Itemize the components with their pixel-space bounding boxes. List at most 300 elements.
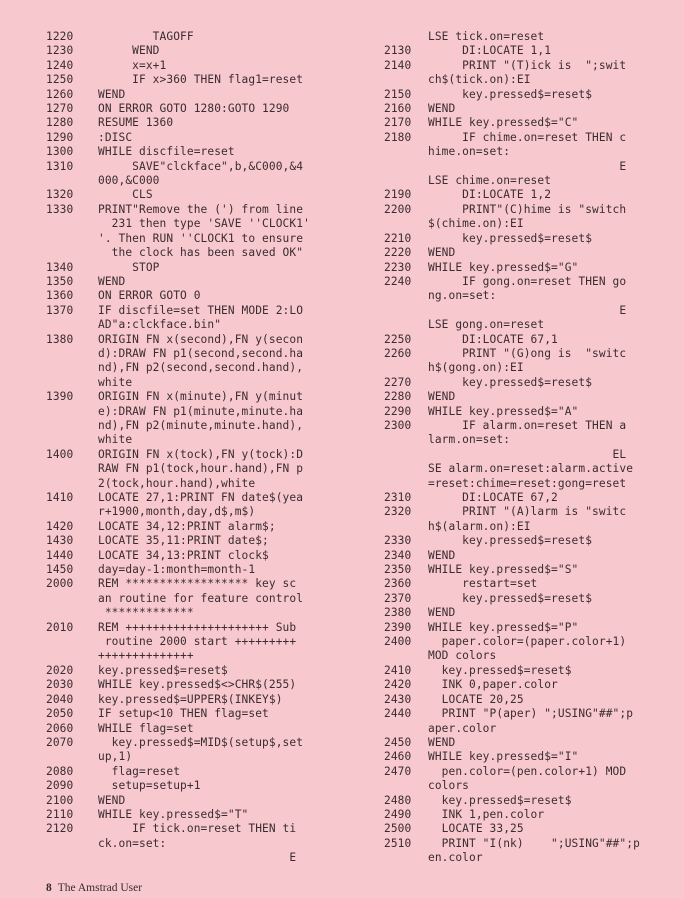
line-number: 2390	[384, 620, 412, 634]
code-text: h$(gong.on):EI	[428, 361, 524, 375]
code-line	[46, 765, 364, 779]
code-line	[378, 73, 684, 87]
code-line	[46, 405, 364, 419]
code-text: WEND	[98, 793, 126, 807]
code-text: WEND	[98, 87, 126, 101]
code-line	[46, 333, 364, 347]
code-text: the clock has been saved OK"	[98, 246, 304, 260]
line-number: 2510	[384, 836, 412, 850]
line-number: 2370	[384, 591, 412, 605]
line-number: 2070	[46, 735, 74, 749]
code-line	[378, 693, 684, 707]
code-text: INK 0,paper.color	[428, 678, 558, 692]
code-line	[46, 73, 364, 87]
code-text: key.pressed$=UPPER$(INKEY$)	[98, 692, 283, 706]
code-line	[378, 289, 684, 303]
code-text: an routine for feature control	[98, 591, 304, 605]
code-text: WHILE key.pressed$="G"	[428, 260, 579, 274]
code-text: LOCATE 34,13:PRINT clock$	[98, 548, 269, 562]
code-text: DI:LOCATE 1,1	[428, 44, 552, 58]
code-line	[46, 534, 364, 548]
code-line	[46, 635, 364, 649]
line-number: 1420	[46, 519, 74, 533]
code-line	[378, 30, 684, 44]
code-text: d):DRAW FN p1(second,second.ha	[98, 346, 304, 360]
code-line	[46, 246, 364, 260]
code-text: PRINT"Remove the (') from line	[98, 202, 304, 216]
code-text: WHILE key.pressed$="P"	[428, 620, 579, 634]
code-line	[378, 779, 684, 793]
line-number: 2010	[46, 620, 74, 634]
code-line	[378, 246, 684, 260]
code-line	[46, 722, 364, 736]
code-text: IF discfile=set THEN MODE 2:LO	[98, 303, 304, 317]
listing-left-column	[46, 30, 364, 866]
line-number: 1400	[46, 447, 74, 461]
code-line	[46, 693, 364, 707]
code-text: DI:LOCATE 1,2	[428, 188, 552, 202]
listing-right-column	[378, 30, 684, 866]
line-number: 1310	[46, 159, 74, 173]
code-line	[46, 563, 364, 577]
code-line	[378, 102, 684, 116]
code-line	[378, 131, 684, 145]
line-number: 2340	[384, 548, 412, 562]
code-text: key.pressed$=reset$	[428, 375, 593, 389]
code-line	[378, 318, 684, 332]
code-text: paper.color=(paper.color+1)	[428, 635, 627, 649]
code-text: key.pressed$=reset$	[428, 591, 593, 605]
code-text: E	[98, 851, 297, 865]
code-text: TAGOFF	[98, 30, 194, 43]
code-text: IF tick.on=reset THEN ti	[98, 822, 297, 836]
code-text: *************	[98, 606, 194, 620]
code-line	[46, 232, 364, 246]
code-line	[46, 837, 364, 851]
line-number: 2120	[46, 822, 74, 836]
code-text: key.pressed$=reset$	[428, 231, 593, 245]
code-text: MOD colors	[428, 649, 497, 663]
code-line	[378, 678, 684, 692]
line-number: 1340	[46, 260, 74, 274]
code-text: key.pressed$=reset$	[428, 793, 572, 807]
code-line	[46, 433, 364, 447]
code-text: LOCATE 20,25	[428, 692, 524, 706]
line-number: 2180	[384, 130, 412, 144]
code-line	[46, 549, 364, 563]
code-text: h$(alarm.on):EI	[428, 519, 531, 533]
code-line	[378, 275, 684, 289]
code-line	[378, 232, 684, 246]
code-line	[378, 174, 684, 188]
code-line	[378, 448, 684, 462]
code-text: STOP	[98, 260, 160, 274]
code-text: SAVE"clckface",b,&C000,&4	[98, 159, 304, 173]
code-text: en.color	[428, 851, 483, 865]
code-text: LOCATE 33,25	[428, 822, 524, 836]
code-text: E	[428, 159, 627, 173]
code-text: REM ****************** key sc	[98, 577, 297, 591]
code-text: LOCATE 27,1:PRINT FN date$(yea	[98, 491, 304, 504]
line-number: 1230	[46, 44, 74, 58]
code-text: SE alarm.on=reset:alarm.active	[428, 462, 634, 476]
code-text: 231 then type 'SAVE ''CLOCK1'	[98, 217, 310, 231]
line-number: 2260	[384, 346, 412, 360]
line-number: 2350	[384, 563, 412, 577]
code-line	[46, 419, 364, 433]
code-line	[46, 275, 364, 289]
code-text: white	[98, 375, 133, 389]
code-text: CLS	[98, 188, 153, 202]
code-text: WHILE flag=set	[98, 721, 194, 735]
code-line	[46, 448, 364, 462]
line-number: 2470	[384, 764, 412, 778]
code-line	[378, 188, 684, 202]
line-number: 1430	[46, 534, 74, 548]
code-line	[378, 333, 684, 347]
line-number: 1320	[46, 188, 74, 202]
code-line	[46, 44, 364, 58]
line-number: 2160	[384, 102, 412, 116]
code-text: $(chime.on):EI	[428, 217, 524, 231]
code-text: LOCATE 34,12:PRINT alarm$;	[98, 519, 276, 533]
code-line	[378, 837, 684, 851]
code-line	[46, 664, 364, 678]
line-number: 2220	[384, 246, 412, 260]
code-text: e):DRAW FN p1(minute,minute.ha	[98, 404, 304, 418]
line-number: 2150	[384, 87, 412, 101]
line-number: 1250	[46, 73, 74, 87]
code-text: IF x>360 THEN flag1=reset	[98, 73, 304, 87]
line-number: 2430	[384, 692, 412, 706]
code-line	[46, 621, 364, 635]
line-number: 2330	[384, 534, 412, 548]
code-text: PRINT "I(nk) ";USING"##";p	[428, 836, 640, 850]
code-line	[378, 491, 684, 505]
code-line	[46, 750, 364, 764]
code-line	[378, 462, 684, 476]
code-text: day=day-1:month=month-1	[98, 563, 256, 577]
code-text: WEND	[428, 548, 456, 562]
code-text: AD"a:clckface.bin"	[98, 318, 222, 332]
line-number: 2450	[384, 735, 412, 749]
line-number: 2230	[384, 260, 412, 274]
code-text: WHILE key.pressed$="A"	[428, 404, 579, 418]
code-line	[46, 217, 364, 231]
code-text: WHILE key.pressed$<>CHR$(255)	[98, 678, 297, 692]
code-text: 2(tock,hour.hand),white	[98, 476, 256, 490]
code-text: PRINT "(T)ick is ";swit	[428, 58, 627, 72]
code-text: IF gong.on=reset THEN go	[428, 274, 627, 288]
code-line	[378, 477, 684, 491]
code-line	[46, 462, 364, 476]
code-line	[46, 491, 364, 505]
line-number: 1260	[46, 87, 74, 101]
code-line	[378, 750, 684, 764]
code-line	[46, 145, 364, 159]
code-text: PRINT "P(aper) ";USING"##";p	[428, 707, 634, 721]
line-number: 1280	[46, 116, 74, 130]
code-line	[378, 160, 684, 174]
code-line	[378, 405, 684, 419]
line-number: 2000	[46, 577, 74, 591]
code-line	[378, 534, 684, 548]
line-number: 2240	[384, 274, 412, 288]
code-text: ORIGIN FN x(second),FN y(secon	[98, 332, 304, 346]
code-text: :DISC	[98, 130, 133, 144]
code-line	[46, 131, 364, 145]
code-line	[46, 361, 364, 375]
line-number: 1350	[46, 274, 74, 288]
line-number: 2480	[384, 793, 412, 807]
code-text: WHILE key.pressed$="S"	[428, 563, 579, 577]
code-line	[46, 678, 364, 692]
line-number: 2030	[46, 678, 74, 692]
code-text: PRINT"(C)hime is "switch	[428, 202, 627, 216]
code-line	[46, 736, 364, 750]
code-line	[46, 30, 364, 44]
line-number: 1240	[46, 58, 74, 72]
code-text: key.pressed$=reset$	[428, 534, 593, 548]
code-text: routine 2000 start +++++++++	[98, 635, 297, 649]
code-line	[46, 347, 364, 361]
line-number: 2500	[384, 822, 412, 836]
code-text: r+1900,month,day,d$,m$)	[98, 505, 256, 519]
code-line	[378, 217, 684, 231]
code-text: PRINT "(A)larm is "switc	[428, 505, 627, 519]
code-text: RAW FN p1(tock,hour.hand),FN p	[98, 462, 304, 476]
code-text: WEND	[98, 274, 126, 288]
line-number: 2400	[384, 635, 412, 649]
code-text: WHILE key.pressed$="T"	[98, 807, 249, 821]
code-line	[378, 549, 684, 563]
code-line	[378, 44, 684, 58]
code-text: up,1)	[98, 750, 133, 764]
line-number: 1440	[46, 548, 74, 562]
line-number: 2280	[384, 390, 412, 404]
page-number: 8	[46, 882, 52, 894]
code-text: larm.on=set:	[428, 433, 511, 447]
line-number: 1450	[46, 563, 74, 577]
code-line	[378, 520, 684, 534]
code-text: LSE chime.on=reset	[428, 174, 552, 188]
code-text: WEND	[428, 390, 456, 404]
code-line	[46, 606, 364, 620]
code-line	[46, 477, 364, 491]
line-number: 1390	[46, 390, 74, 404]
code-line	[378, 145, 684, 159]
code-line	[378, 376, 684, 390]
line-number: 2440	[384, 707, 412, 721]
publication-name: The Amstrad User	[57, 882, 143, 894]
code-line	[378, 649, 684, 663]
code-text: ORIGIN FN x(minute),FN y(minut	[98, 390, 304, 404]
code-text: white	[98, 433, 133, 447]
code-line	[46, 102, 364, 116]
code-text: RESUME 1360	[98, 116, 174, 130]
code-text: DI:LOCATE 67,2	[428, 491, 558, 504]
code-line	[46, 289, 364, 303]
code-text: key.pressed$=reset$	[428, 87, 593, 101]
code-text: ON ERROR GOTO 0	[98, 289, 201, 303]
line-number: 2060	[46, 721, 74, 735]
line-number: 2080	[46, 764, 74, 778]
code-text: WEND	[428, 606, 456, 620]
line-number: 2290	[384, 404, 412, 418]
code-text: E	[428, 303, 627, 317]
line-number: 2360	[384, 577, 412, 591]
line-number: 1290	[46, 130, 74, 144]
code-line	[378, 361, 684, 375]
line-number: 2310	[384, 491, 412, 504]
code-line	[378, 59, 684, 73]
code-line	[46, 304, 364, 318]
code-line	[46, 822, 364, 836]
code-line	[378, 347, 684, 361]
line-number: 2210	[384, 231, 412, 245]
line-number: 2170	[384, 116, 412, 130]
code-line	[46, 592, 364, 606]
code-text: ++++++++++++++	[98, 649, 194, 663]
code-text: key.pressed$=reset$	[98, 663, 228, 677]
line-number: 2190	[384, 188, 412, 202]
code-line	[46, 59, 364, 73]
line-number: 2250	[384, 332, 412, 346]
line-number: 2090	[46, 779, 74, 793]
code-line	[46, 261, 364, 275]
line-number: 2420	[384, 678, 412, 692]
code-text: key.pressed$=MID$(setup$,set	[98, 735, 304, 749]
code-line	[378, 304, 684, 318]
code-line	[378, 822, 684, 836]
code-line	[378, 261, 684, 275]
code-text: key.pressed$=reset$	[428, 663, 572, 677]
line-number: 1270	[46, 102, 74, 116]
line-number: 1220	[46, 30, 74, 43]
line-number: 1360	[46, 289, 74, 303]
code-text: LSE tick.on=reset	[428, 30, 545, 43]
line-number: 2460	[384, 750, 412, 764]
code-text: PRINT "(G)ong is "switc	[428, 346, 627, 360]
code-text: LSE gong.on=reset	[428, 318, 545, 332]
code-line	[378, 592, 684, 606]
code-line	[378, 433, 684, 447]
code-line	[46, 520, 364, 534]
line-number: 1300	[46, 145, 74, 159]
code-line	[46, 390, 364, 404]
code-line	[46, 188, 364, 202]
line-number: 2270	[384, 375, 412, 389]
code-line	[46, 779, 364, 793]
code-text: 000,&C000	[98, 174, 160, 188]
code-line	[46, 851, 364, 865]
code-line	[46, 808, 364, 822]
code-line	[46, 376, 364, 390]
code-text: LOCATE 35,11:PRINT date$;	[98, 534, 269, 548]
code-text: nd),FN p2(minute,minute.hand),	[98, 418, 304, 432]
code-text: colors	[428, 779, 470, 793]
code-text: ck.on=set:	[98, 836, 167, 850]
code-line	[378, 808, 684, 822]
code-text: WHILE discfile=reset	[98, 145, 235, 159]
code-text: IF alarm.on=reset THEN a	[428, 418, 627, 432]
code-text: nd),FN p2(second,second.hand),	[98, 361, 304, 375]
line-number: 2300	[384, 418, 412, 432]
code-text: '. Then RUN ''CLOCK1 to ensure	[98, 231, 304, 245]
code-line	[378, 577, 684, 591]
code-line	[378, 765, 684, 779]
line-number: 1380	[46, 332, 74, 346]
line-number: 2110	[46, 807, 74, 821]
code-text: WEND	[428, 102, 456, 116]
code-line	[378, 419, 684, 433]
code-line	[46, 649, 364, 663]
code-line	[378, 707, 684, 721]
code-text: IF chime.on=reset THEN c	[428, 130, 627, 144]
code-text: INK 1,pen.color	[428, 807, 545, 821]
line-number: 2320	[384, 505, 412, 519]
code-line	[378, 736, 684, 750]
code-text: =reset:chime=reset:gong=reset	[428, 476, 627, 490]
code-text: hime.on=set:	[428, 145, 511, 159]
code-line	[46, 116, 364, 130]
code-text: WHILE key.pressed$="I"	[428, 750, 579, 764]
code-text: x=x+1	[98, 58, 167, 72]
line-number: 2200	[384, 202, 412, 216]
code-line	[46, 88, 364, 102]
code-text: DI:LOCATE 67,1	[428, 332, 558, 346]
line-number: 2490	[384, 807, 412, 821]
code-line	[46, 794, 364, 808]
code-line	[378, 88, 684, 102]
line-number: 2380	[384, 606, 412, 620]
code-line	[46, 203, 364, 217]
code-text: ORIGIN FN x(tock),FN y(tock):D	[98, 447, 304, 461]
line-number: 2050	[46, 707, 74, 721]
code-line	[378, 635, 684, 649]
code-text: IF setup<10 THEN flag=set	[98, 707, 269, 721]
code-line	[378, 203, 684, 217]
line-number: 2020	[46, 663, 74, 677]
line-number: 2040	[46, 692, 74, 706]
code-text: flag=reset	[98, 764, 181, 778]
code-line	[378, 851, 684, 865]
code-line	[378, 505, 684, 519]
code-line	[378, 621, 684, 635]
code-text: WEND	[428, 246, 456, 260]
line-number: 2140	[384, 58, 412, 72]
code-line	[378, 563, 684, 577]
code-text: EL	[428, 447, 627, 461]
code-text: REM +++++++++++++++++++++ Sub	[98, 620, 297, 634]
page-footer	[46, 882, 142, 894]
code-line	[46, 707, 364, 721]
code-line	[378, 606, 684, 620]
line-number: 1370	[46, 303, 74, 317]
code-text: setup=setup+1	[98, 779, 201, 793]
code-text: ng.on=set:	[428, 289, 497, 303]
code-line	[46, 577, 364, 591]
code-text: ch$(tick.on):EI	[428, 73, 531, 87]
code-text: WEND	[428, 735, 456, 749]
code-line	[378, 722, 684, 736]
code-text: WHILE key.pressed$="C"	[428, 116, 579, 130]
line-number: 2100	[46, 793, 74, 807]
code-line	[46, 318, 364, 332]
code-text: ON ERROR GOTO 1280:GOTO 1290	[98, 102, 290, 116]
code-line	[46, 160, 364, 174]
code-text: pen.color=(pen.color+1) MOD	[428, 764, 627, 778]
